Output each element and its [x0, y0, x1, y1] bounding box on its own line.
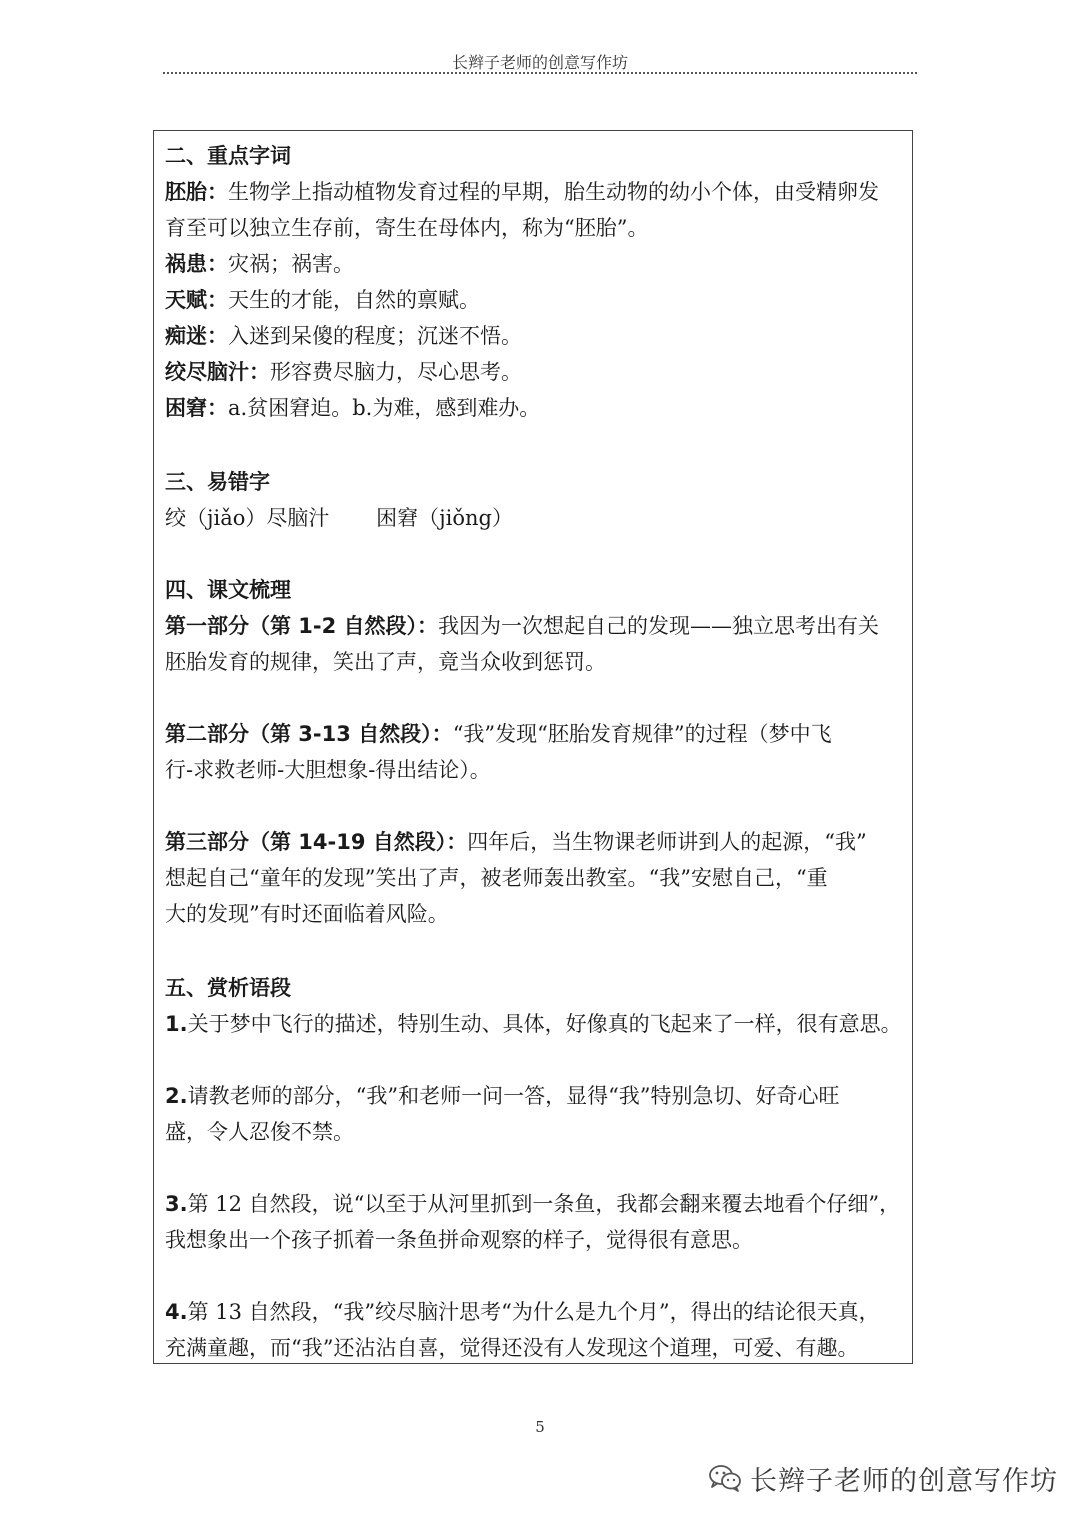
term-line — [165, 246, 354, 282]
definition: 入迷到呆傻的程度；沉迷不悟。 — [228, 324, 522, 348]
definition: 形容费尽脑力，尽心思考。 — [270, 360, 522, 384]
part-label: 第三部分（第 14-19 自然段）： — [165, 830, 468, 854]
watermark-text: 长辫子老师的创意写作坊 — [750, 1465, 1058, 1497]
item-text: 关于梦中飞行的描述，特别生动、具体，好像真的飞起来了一样，很有意思。 — [187, 1012, 902, 1036]
outline-part-1 — [165, 608, 879, 644]
term: 天赋： — [165, 288, 228, 312]
part-label: 第一部分（第 1-2 自然段）： — [165, 614, 439, 638]
outline-part-3-cont: 大的发现”有时还面临着风险。 — [165, 902, 449, 926]
heading-error-prone-characters: 三、易错字 — [165, 470, 270, 494]
part-label: 第二部分（第 3-13 自然段）： — [165, 722, 453, 746]
part-text: 我因为一次想起自己的发现——独立思考出有关 — [438, 614, 880, 638]
appreciation-item-3 — [165, 1186, 900, 1222]
term-line — [165, 390, 540, 426]
appreciation-item-1 — [165, 1006, 902, 1042]
definition: 天生的才能，自然的禀赋。 — [228, 288, 480, 312]
definition: 灾祸；祸害。 — [228, 252, 354, 276]
item-text: 第 13 自然段，“我”绞尽脑汁思考“为什么是九个月”，得出的结论很天真， — [187, 1300, 880, 1324]
error-prone-line: 绞（jiǎo）尽脑汁 困窘（jiǒng） — [165, 506, 513, 530]
outline-part-3-cont: 想起自己“童年的发现”笑出了声，被老师轰出教室。“我”安慰自己，“重 — [165, 866, 828, 890]
appreciation-item-2 — [165, 1078, 840, 1114]
item-number: 3. — [165, 1192, 188, 1216]
outline-part-1-cont: 胚胎发育的规律，笑出了声，竟当众收到惩罚。 — [165, 650, 606, 674]
heading-appreciation: 五、赏析语段 — [165, 976, 291, 1000]
item-number: 4. — [165, 1300, 188, 1324]
term: 胚胎： — [165, 180, 228, 204]
term-line — [165, 174, 879, 210]
term: 痴迷： — [165, 324, 228, 348]
part-text: “我”发现“胚胎发育规律”的过程（梦中飞 — [452, 722, 832, 746]
outline-part-2 — [165, 716, 832, 752]
outline-part-3 — [165, 824, 867, 860]
definition-continued: 育至可以独立生存前，寄生在母体内，称为“胚胎”。 — [165, 216, 649, 240]
page-header-title: 长辫子老师的创意写作坊 — [451, 53, 628, 72]
part-text: 四年后，当生物课老师讲到人的起源，“我” — [467, 830, 867, 854]
heading-key-words: 二、重点字词 — [165, 144, 291, 168]
appreciation-item-3-cont: 我想象出一个孩子抓着一条鱼拼命观察的样子，觉得很有意思。 — [165, 1228, 753, 1252]
heading-text-outline: 四、课文梳理 — [165, 578, 291, 602]
term: 绞尽脑汁： — [165, 360, 270, 384]
content-box — [153, 130, 913, 1364]
appreciation-item-4 — [165, 1294, 880, 1330]
appreciation-item-4-cont: 充满童趣，而“我”还沾沾自喜，觉得还没有人发现这个道理，可爱、有趣。 — [165, 1336, 859, 1360]
wechat-icon — [708, 1463, 742, 1493]
definition: 生物学上指动植物发育过程的早期，胎生动物的幼小个体，由受精卵发 — [228, 180, 879, 204]
outline-part-2-cont: 行-求救老师-大胆想象-得出结论）。 — [165, 758, 491, 782]
item-number: 2. — [165, 1084, 188, 1108]
term-line — [165, 318, 522, 354]
term: 祸患： — [165, 252, 228, 276]
term: 困窘： — [165, 396, 228, 420]
header-divider — [163, 72, 917, 74]
definition: a.贫困窘迫。b.为难，感到难办。 — [228, 396, 541, 420]
appreciation-item-2-cont: 盛，令人忍俊不禁。 — [165, 1120, 354, 1144]
watermark — [708, 1458, 1058, 1498]
term-line — [165, 282, 480, 318]
page-number: 5 — [535, 1418, 545, 1436]
item-text: 第 12 自然段，说“以至于从河里抓到一条鱼，我都会翻来覆去地看个仔细”， — [187, 1192, 901, 1216]
item-text: 请教老师的部分，“我”和老师一问一答，显得“我”特别急切、好奇心旺 — [187, 1084, 840, 1108]
item-number: 1. — [165, 1012, 188, 1036]
term-line — [165, 354, 522, 390]
